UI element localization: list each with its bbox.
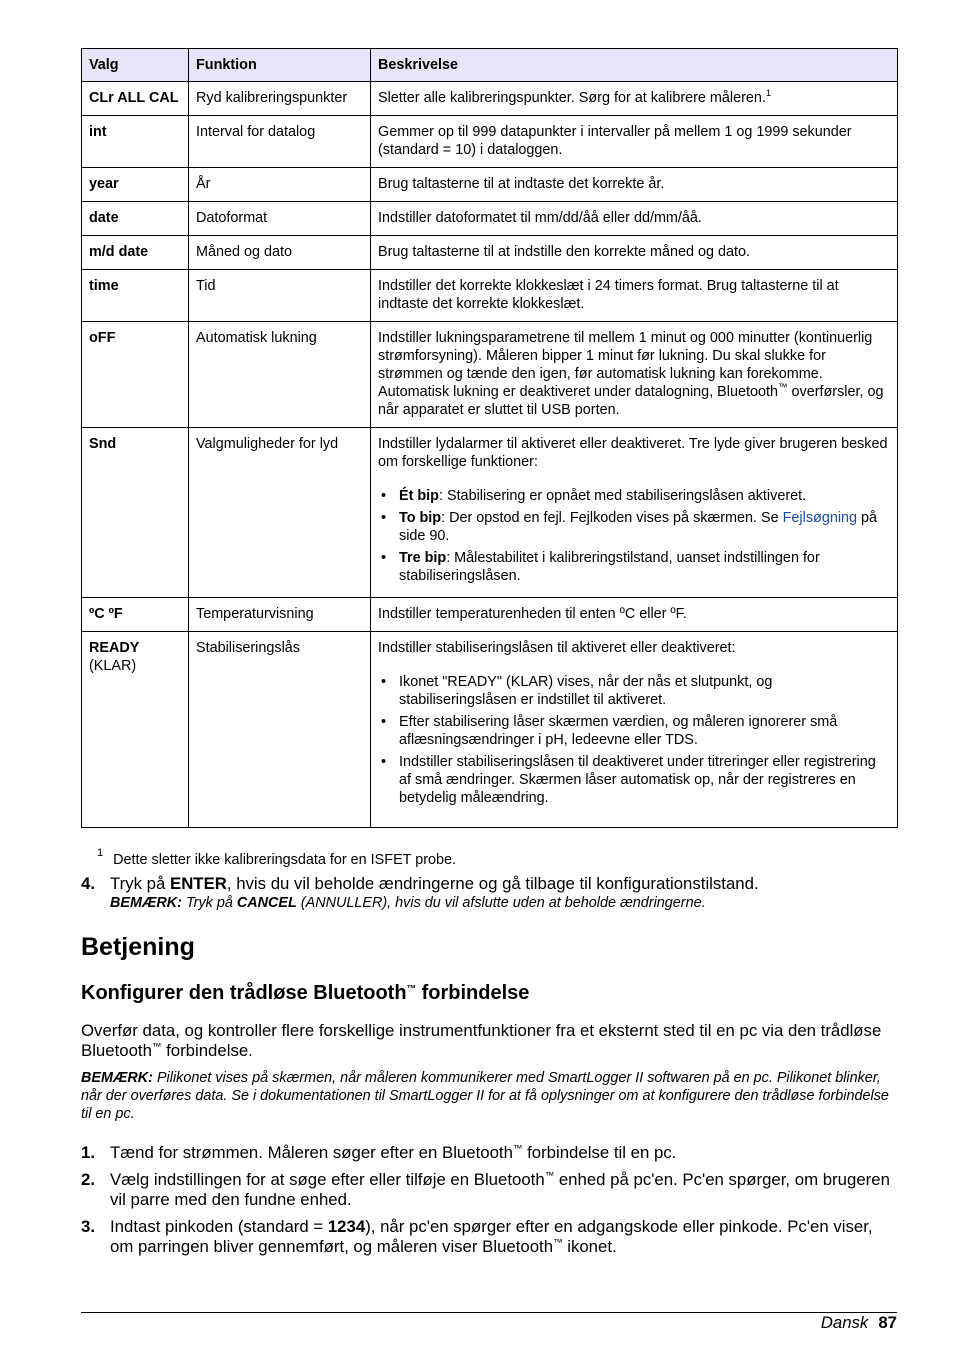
description-cell bbox=[371, 322, 898, 428]
bullet-text: : Der opstod en fejl. Fejlkoden vises på skærmen. Se bbox=[441, 510, 783, 526]
table-row bbox=[82, 202, 898, 236]
troubleshooting-link[interactable]: Fejlsøgning bbox=[782, 510, 858, 526]
description-text: Indstiller stabiliseringslåsen til aktiveret eller deaktiveret: bbox=[378, 640, 736, 656]
settings-table bbox=[81, 48, 898, 828]
option-translation: (KLAR) bbox=[89, 658, 137, 674]
step-text bbox=[110, 1217, 897, 1257]
subsection-text: forbindelse bbox=[416, 982, 530, 1004]
list-item bbox=[81, 1143, 897, 1163]
description-text: Indstiller lukningsparametrene til mellem 1 minut og 000 minutter (kontinuerlig strømforsyning). Måleren bipper 1 minut før lukning. Du skal slukke for strømmen og tænde den igen, før automatisk lukning kan forekomme. Automatisk lukning er deaktiveret under datalogning, Bluetooth bbox=[378, 330, 873, 400]
bullet-text: : Målestabilitet i kalibreringstilstand, uanset indstillingen for stabiliseringslåsen. bbox=[399, 550, 820, 584]
function-cell: Interval for datalog bbox=[189, 116, 371, 168]
table-row bbox=[82, 168, 898, 202]
intro-paragraph bbox=[81, 1021, 897, 1061]
step-number: 2. bbox=[81, 1170, 95, 1189]
description-cell: Gemmer op til 999 datapunkter i intervaller på mellem 1 og 1999 sekunder (standard = 10) i dataloggen. bbox=[371, 116, 898, 168]
note-text-part: (ANNULLER), hvis du vil afslutte uden at beholde ændringerne. bbox=[296, 895, 706, 911]
list-item bbox=[81, 1170, 897, 1210]
step-number: 3. bbox=[81, 1217, 95, 1236]
step-number: 1. bbox=[81, 1143, 95, 1162]
step-4 bbox=[81, 874, 897, 912]
description-cell: Indstiller det korrekte klokkeslæt i 24 timers format. Brug taltasterne til at indtaste det korrekte klokkeslæt. bbox=[371, 270, 898, 322]
steps-list bbox=[81, 1143, 897, 1264]
bullet-term: To bip bbox=[399, 510, 442, 526]
step-text-part: ), når pc'en spørger efter en adgangskode eller pinkode. Pc'en viser, om parringen bliver gennemført, og måleren viser Bluetooth bbox=[110, 1217, 873, 1256]
option-cell bbox=[82, 632, 189, 828]
description-cell: Brug taltasterne til at indstille den korrekte måned og dato. bbox=[371, 236, 898, 270]
header-valg: Valg bbox=[82, 49, 189, 82]
function-cell: År bbox=[189, 168, 371, 202]
step-number: 4. bbox=[81, 874, 95, 893]
function-cell: Måned og dato bbox=[189, 236, 371, 270]
footnote-number: 1 bbox=[97, 847, 104, 859]
option-cell: ºC ºF bbox=[82, 598, 189, 632]
function-cell: Valgmuligheder for lyd bbox=[189, 428, 371, 598]
table-header-row bbox=[82, 49, 898, 82]
cancel-key-label: CANCEL bbox=[236, 895, 297, 911]
table-row bbox=[82, 236, 898, 270]
note-paragraph bbox=[81, 1069, 897, 1123]
trademark: ™ bbox=[512, 1143, 523, 1155]
function-cell: Ryd kalibreringspunkter bbox=[189, 82, 371, 116]
function-cell: Temperaturvisning bbox=[189, 598, 371, 632]
step-text-part: ikonet. bbox=[562, 1237, 617, 1256]
enter-key-label: ENTER bbox=[170, 874, 227, 893]
list-item bbox=[81, 1217, 897, 1257]
intro-text: Overfør data, og kontroller flere forskellige instrumentfunktioner fra et eksternt sted til en pc via den trådløse Bluetooth bbox=[81, 1021, 882, 1060]
note-text: Pilikonet vises på skærmen, når måleren kommunikerer med SmartLogger II softwaren på en pc. Pilikonet blinker, når der overføres data. Se i dokumentationen til SmartLogger II for at få oplysninger om at konfigurere den trådløse forbindelse til en pc. bbox=[81, 1070, 889, 1122]
option-cell: time bbox=[82, 270, 189, 322]
footnote-text: Dette sletter ikke kalibreringsdata for en ISFET probe. bbox=[113, 851, 456, 868]
description-cell bbox=[371, 428, 898, 598]
bullet-text: på side 90. bbox=[399, 510, 878, 544]
step-text-part: Indtast pinkoden (standard = bbox=[110, 1217, 328, 1236]
subsection-title bbox=[81, 982, 529, 1005]
bullet-text: : Stabilisering er opnået med stabiliseringslåsen aktiveret. bbox=[438, 488, 807, 504]
trademark: ™ bbox=[406, 983, 417, 995]
table-row bbox=[82, 116, 898, 168]
option-name: READY bbox=[89, 640, 140, 656]
description-text: overførsler, og når apparatet er sluttet til USB porten. bbox=[378, 384, 884, 418]
step-text bbox=[110, 1143, 897, 1163]
footnote-ref: 1 bbox=[765, 88, 772, 100]
option-cell: m/d date bbox=[82, 236, 189, 270]
note-label: BEMÆRK: bbox=[81, 1070, 153, 1086]
option-cell: date bbox=[82, 202, 189, 236]
function-cell: Tid bbox=[189, 270, 371, 322]
bullet-term: Ét bip bbox=[399, 488, 439, 504]
description-text: Sletter alle kalibreringspunkter. Sørg for at kalibrere måleren. bbox=[378, 90, 766, 106]
step-text-part: Tryk på bbox=[110, 874, 170, 893]
trademark: ™ bbox=[553, 1237, 563, 1249]
option-cell: Snd bbox=[82, 428, 189, 598]
list-item bbox=[378, 509, 890, 545]
table-row bbox=[82, 428, 898, 598]
header-funktion: Funktion bbox=[189, 49, 371, 82]
step-text bbox=[110, 874, 897, 894]
footer-language: Dansk bbox=[820, 1313, 869, 1332]
description-cell: Indstiller datoformatet til mm/dd/åå eller dd/mm/åå. bbox=[371, 202, 898, 236]
table-row bbox=[82, 632, 898, 828]
pin-code: 1234 bbox=[327, 1217, 366, 1236]
bullet-list bbox=[378, 487, 890, 585]
list-item: • Indstiller stabiliseringslåsen til deaktiveret under titreringer eller registrering af små ændringer. Skærmen låser automatisk op, når der registreres en betydelig måleændring. bbox=[378, 753, 890, 807]
description-cell bbox=[371, 632, 898, 828]
option-cell: CLr ALL CAL bbox=[82, 82, 189, 116]
page-footer bbox=[821, 1313, 897, 1333]
bullet-term: Tre bip bbox=[399, 550, 447, 566]
step-text bbox=[110, 1170, 897, 1210]
subsection-text: Konfigurer den trådløse Bluetooth bbox=[81, 982, 407, 1004]
bullet-list bbox=[378, 673, 890, 807]
header-beskrivelse: Beskrivelse bbox=[371, 49, 898, 82]
step-text-part: Tænd for strømmen. Måleren søger efter en Bluetooth bbox=[110, 1143, 513, 1162]
step-note bbox=[110, 894, 897, 912]
step-text-part: Vælg indstillingen for at søge efter eller tilføje en Bluetooth bbox=[110, 1170, 545, 1189]
table-row bbox=[82, 322, 898, 428]
function-cell: Stabiliseringslås bbox=[189, 632, 371, 828]
trademark: ™ bbox=[151, 1041, 162, 1053]
description-cell: Indstiller temperaturenheden til enten ºC eller ºF. bbox=[371, 598, 898, 632]
note-text-part: Tryk på bbox=[181, 895, 237, 911]
function-cell: Automatisk lukning bbox=[189, 322, 371, 428]
trademark: ™ bbox=[544, 1170, 555, 1182]
section-title: Betjening bbox=[81, 933, 195, 961]
description-cell bbox=[371, 82, 898, 116]
intro-text: forbindelse. bbox=[161, 1041, 253, 1060]
table-footnote bbox=[97, 849, 456, 868]
list-item bbox=[378, 487, 890, 505]
footer-divider bbox=[81, 1312, 897, 1313]
option-cell: year bbox=[82, 168, 189, 202]
table-row bbox=[82, 82, 898, 116]
table-row bbox=[82, 270, 898, 322]
list-item: • Efter stabilisering låser skærmen værdien, og måleren ignorerer små aflæsningsændringer i pH, ledeevne eller TDS. bbox=[378, 713, 890, 749]
note-label: BEMÆRK: bbox=[110, 895, 182, 911]
step-text-part: forbindelse til en pc. bbox=[522, 1143, 677, 1162]
function-cell: Datoformat bbox=[189, 202, 371, 236]
option-cell: int bbox=[82, 116, 189, 168]
page-number: 87 bbox=[878, 1313, 897, 1332]
step-text-part: enhed på pc'en. Pc'en spørger, om brugeren vil parre med den fundne enhed. bbox=[110, 1170, 890, 1209]
option-cell: oFF bbox=[82, 322, 189, 428]
description-text: Indstiller lydalarmer til aktiveret eller deaktiveret. Tre lyde giver brugeren besked om forskellige funktioner: bbox=[378, 436, 888, 470]
step-text-part: , hvis du vil beholde ændringerne og gå tilbage til konfigurationstilstand. bbox=[226, 874, 759, 893]
list-item: • Ikonet "READY" (KLAR) vises, når der nås et slutpunkt, og stabiliseringslåsen er indstillet til aktiveret. bbox=[378, 673, 890, 709]
trademark: ™ bbox=[778, 382, 788, 394]
description-cell: Brug taltasterne til at indtaste det korrekte år. bbox=[371, 168, 898, 202]
table-row bbox=[82, 598, 898, 632]
list-item bbox=[378, 549, 890, 585]
